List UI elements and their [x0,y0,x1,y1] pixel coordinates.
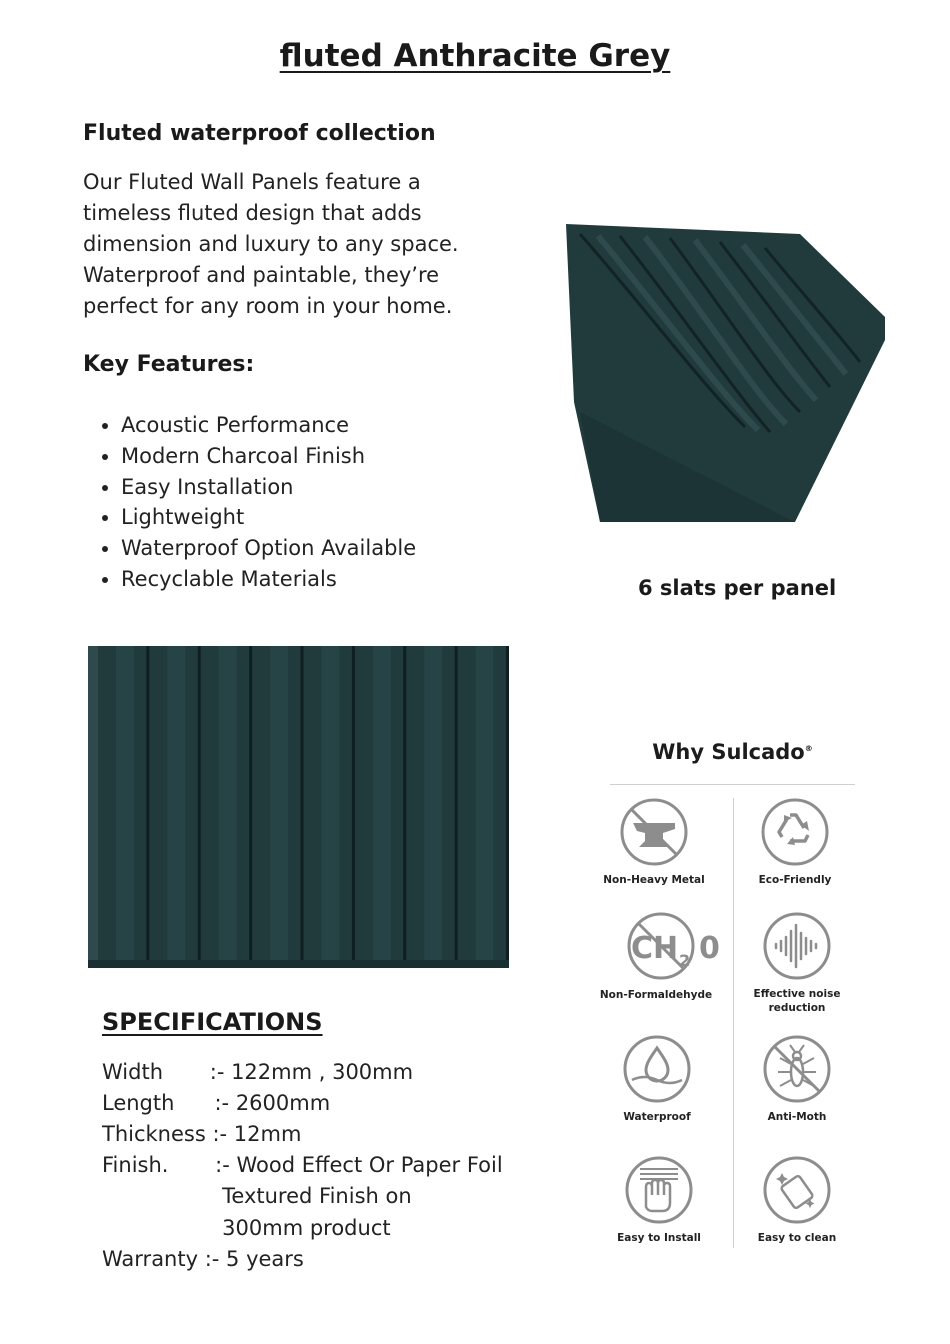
o-text: 0 [699,931,720,966]
badge-waterproof [587,1034,727,1124]
why-title-text: Why Sulcado [652,740,805,764]
flute-highlight [373,646,391,960]
hand-install-icon [624,1155,694,1225]
feature-item: • Lightweight [121,502,416,533]
anvil-crossed-icon [619,797,689,867]
flute-highlight [219,646,237,960]
badge-label: Non-Formaldehyde [599,989,713,1001]
flute-groove [352,646,355,960]
badge-label: Easy to Install [617,1232,701,1244]
flute-groove [403,646,406,960]
divider [610,784,855,785]
badge-label-line: Effective noise [753,988,841,1000]
badge-label: Eco-Friendly [758,874,832,886]
ch2o-crossed-icon [591,910,721,982]
spec-warranty: Warranty :- 5 years [102,1247,304,1271]
ch-text: CH [631,931,679,966]
badge-eco-friendly [725,797,865,887]
feature-item: • Waterproof Option Available [121,533,416,564]
water-drop-icon [622,1034,692,1104]
spec-finish: Finish. :- Wood Effect Or Paper Foil [102,1153,503,1177]
flute-groove [249,646,252,960]
badge-anti-moth [727,1034,867,1124]
flute-highlight [424,646,442,960]
features-list [93,410,416,595]
key-features-heading: Key Features: [83,352,255,377]
sparkle-clean-icon [762,1155,832,1225]
why-sulcado-title [610,740,855,764]
intro-line: timeless fluted design that adds [83,201,422,225]
sound-wave-icon [762,911,832,981]
spec-finish-cont: 300mm product [102,1216,391,1240]
spec-thickness: Thickness :- 12mm [102,1122,302,1146]
feature-item: • Acoustic Performance [121,410,416,441]
subscript-text: 2 [679,951,691,970]
feature-item: • Easy Installation [121,472,416,503]
intro-line: perfect for any room in your home. [83,294,453,318]
flute-highlight [270,646,288,960]
badge-label: Anti-Moth [767,1111,827,1123]
spec-width: Width :- 122mm , 300mm [102,1060,414,1084]
intro-paragraph [83,167,503,322]
flute-groove [455,646,458,960]
badge-easy-install [589,1155,729,1245]
flute-groove [198,646,201,960]
collection-subheading: Fluted waterproof collection [83,121,436,146]
badge-easy-clean [727,1155,867,1245]
intro-line: Our Fluted Wall Panels feature a [83,170,421,194]
badge-noise-reduction [727,911,867,1015]
spec-length: Length :- 2600mm [102,1091,331,1115]
flute-groove [301,646,304,960]
badge-label [727,987,867,1015]
panel-front-image [88,646,509,968]
spec-finish-cont: Textured Finish on [102,1184,412,1208]
badge-non-heavy-metal [584,797,724,887]
page-title: fluted Anthracite Grey [279,38,671,74]
flute-highlight [167,646,185,960]
flute-highlight [116,646,134,960]
recycle-icon [760,797,830,867]
moth-crossed-icon [762,1034,832,1104]
registered-mark: ® [804,744,813,753]
flute-highlight [321,646,339,960]
badge-label: Non-Heavy Metal [603,874,705,886]
panel-caption: 6 slats per panel [638,576,837,600]
badge-non-formaldehyde [586,910,726,1002]
flute-highlight [476,646,494,960]
badge-label-line: reduction [768,1002,826,1014]
feature-item: • Modern Charcoal Finish [121,441,416,472]
specifications-heading: SPECIFICATIONS [102,1008,323,1036]
intro-line: Waterproof and paintable, they’re [83,263,440,287]
panel-angled-image [560,222,890,522]
flute-groove [146,646,149,960]
badge-label: Easy to clean [757,1232,837,1244]
feature-item: • Recyclable Materials [121,564,416,595]
intro-line: dimension and luxury to any space. [83,232,459,256]
flute-groove [506,646,509,960]
badge-label: Waterproof [623,1111,691,1123]
